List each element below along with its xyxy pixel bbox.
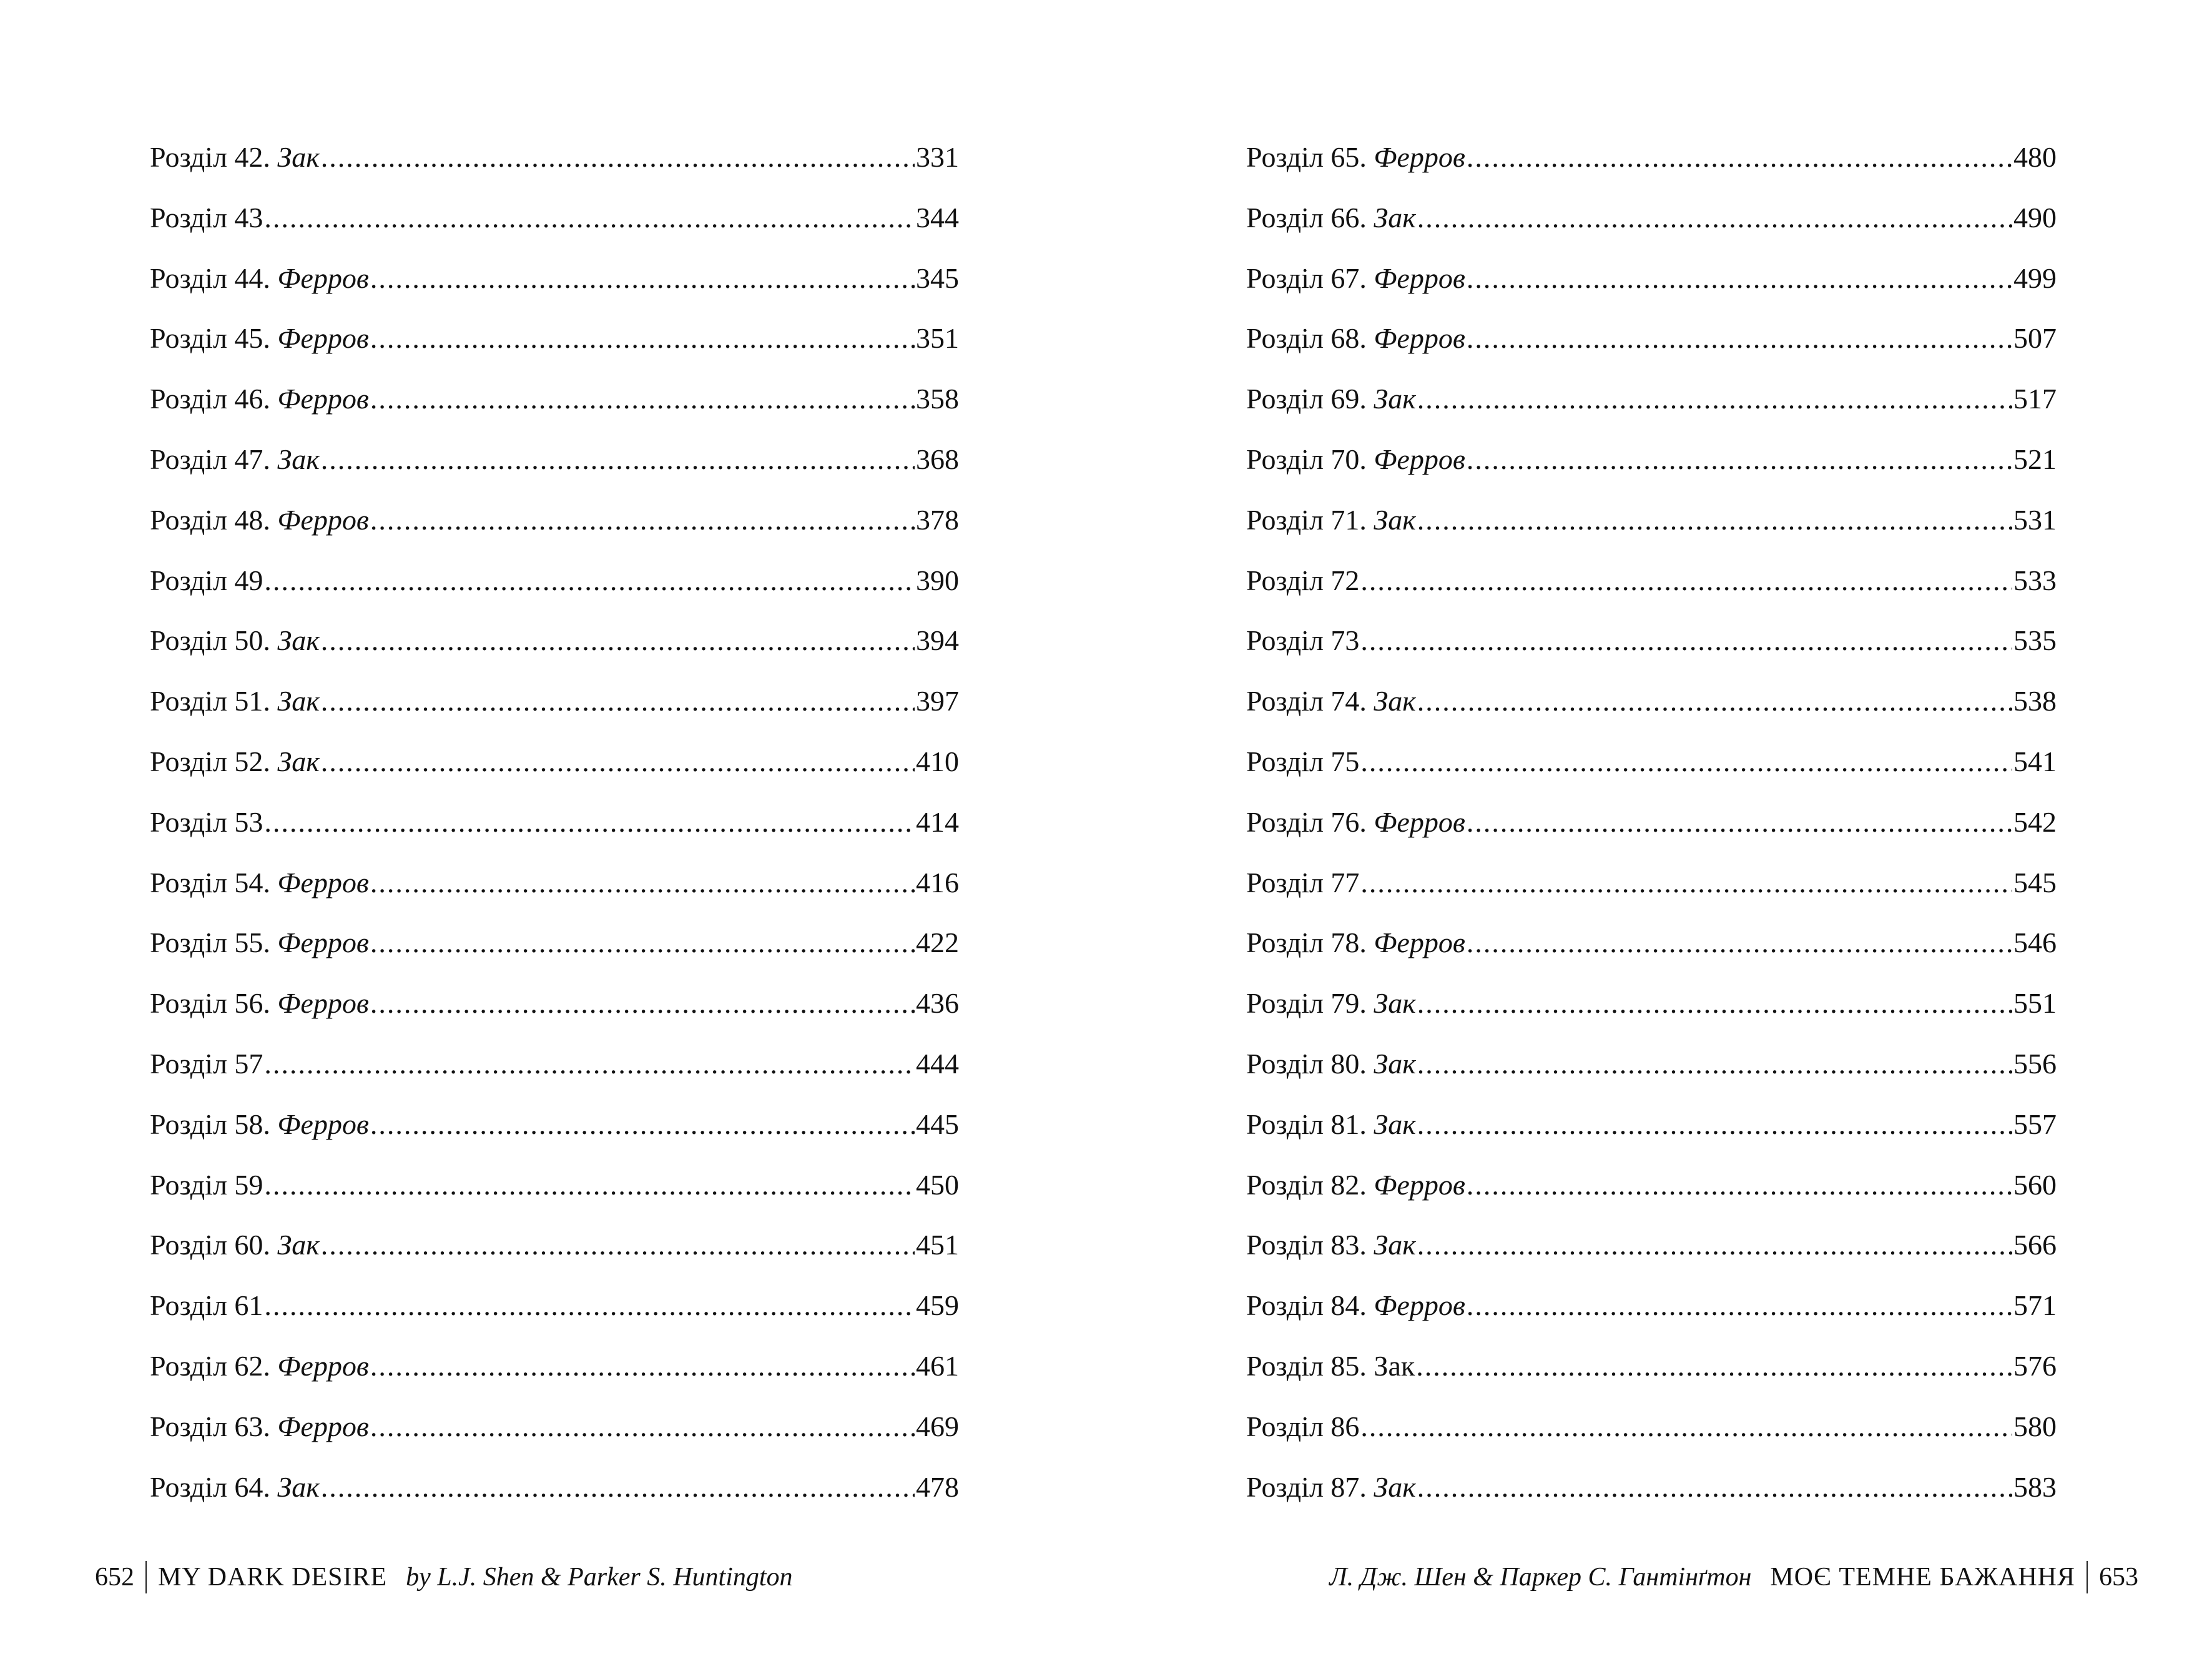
chapter-label [150, 1410, 369, 1443]
toc-entry[interactable] [1246, 926, 2057, 987]
dot-leader [1417, 1108, 2012, 1141]
chapter-number: Розділ 82. [1246, 1168, 1367, 1201]
dot-leader [1360, 866, 2012, 899]
chapter-label [150, 322, 369, 355]
toc-entry[interactable] [1246, 443, 2057, 503]
toc-entry[interactable] [150, 866, 959, 927]
page-reference: 414 [916, 805, 959, 838]
page-reference: 397 [916, 685, 959, 717]
dot-leader [370, 1349, 915, 1382]
dot-leader [1417, 1228, 2012, 1261]
dot-leader [1417, 201, 2012, 234]
chapter-number: Розділ 46. [150, 383, 270, 415]
book-title: MY DARK DESIRE [158, 1563, 388, 1592]
chapter-label [150, 624, 320, 657]
toc-entry[interactable] [150, 382, 959, 443]
chapter-label [150, 805, 263, 839]
chapter-number: Розділ 71. [1246, 503, 1367, 536]
chapter-narrator: Ферров [1374, 805, 1465, 838]
chapter-label [1246, 1108, 1416, 1141]
chapter-number: Розділ 49 [150, 564, 263, 596]
chapter-label [1246, 201, 1416, 234]
page-reference: 556 [2013, 1047, 2057, 1080]
page-reference: 566 [2013, 1229, 2057, 1261]
dot-leader [1467, 443, 2012, 476]
chapter-number: Розділ 51. [150, 685, 270, 717]
chapter-narrator: Зак [277, 745, 320, 777]
toc-entry[interactable] [150, 987, 959, 1047]
chapter-label [150, 1470, 320, 1504]
toc-entry[interactable] [150, 1228, 959, 1289]
page-reference: 459 [916, 1289, 959, 1322]
chapter-label [1246, 140, 1465, 174]
toc-entry[interactable] [1246, 140, 2057, 201]
chapter-number: Розділ 80. [1246, 1047, 1367, 1080]
chapter-label [1246, 684, 1416, 717]
page-reference: 583 [2013, 1470, 2057, 1503]
toc-entry[interactable] [150, 443, 959, 503]
chapter-narrator: Зак [1374, 1470, 1416, 1503]
chapter-narrator: Ферров [277, 1349, 369, 1382]
dot-leader [264, 805, 915, 839]
chapter-number: Розділ 75 [1246, 745, 1360, 777]
chapter-number: Розділ 63. [150, 1410, 270, 1442]
chapter-label [150, 1349, 369, 1382]
book-title: МОЄ ТЕМНЕ БАЖАННЯ [1770, 1563, 2075, 1592]
page-number: 653 [2099, 1563, 2138, 1592]
toc-entry[interactable] [150, 745, 959, 805]
dot-leader [370, 987, 915, 1020]
chapter-label [150, 987, 369, 1020]
dot-leader [1417, 503, 2012, 536]
chapter-label [1246, 382, 1416, 415]
chapter-number: Розділ 66. [1246, 201, 1367, 234]
dot-leader [1467, 1168, 2012, 1201]
page-reference: 545 [2013, 866, 2057, 898]
dot-leader [1360, 745, 2012, 778]
page-reference: 422 [916, 927, 959, 959]
chapter-label [1246, 1349, 1415, 1382]
chapter-narrator: Ферров [277, 866, 369, 898]
chapter-label [150, 684, 320, 717]
page-reference: 571 [2013, 1289, 2057, 1322]
chapter-narrator: Зак [1374, 201, 1416, 234]
toc-entry[interactable] [1246, 1228, 2057, 1289]
chapter-label [1246, 987, 1416, 1020]
toc-entry[interactable] [1246, 1289, 2057, 1349]
chapter-narrator: Зак [1374, 1349, 1415, 1382]
chapter-label [150, 745, 320, 778]
toc-entry[interactable] [1246, 564, 2057, 624]
page-reference: 344 [916, 201, 959, 234]
toc-entry[interactable] [1246, 987, 2057, 1047]
chapter-number: Розділ 61 [150, 1289, 263, 1322]
page-reference: 521 [2013, 443, 2057, 475]
page-number: 652 [95, 1563, 134, 1592]
dot-leader [1417, 987, 2012, 1020]
chapter-number: Розділ 70. [1246, 443, 1367, 475]
toc-entry[interactable] [150, 322, 959, 382]
chapter-label [1246, 805, 1465, 839]
chapter-label [150, 382, 369, 415]
page-reference: 507 [2013, 322, 2057, 355]
page-reference: 416 [916, 866, 959, 898]
book-authors: by L.J. Shen & Parker S. Huntington [406, 1563, 793, 1592]
chapter-number: Розділ 84. [1246, 1289, 1367, 1322]
chapter-number: Розділ 56. [150, 987, 270, 1020]
page-reference: 542 [2013, 805, 2057, 838]
chapter-narrator: Ферров [277, 987, 369, 1020]
chapter-narrator: Ферров [1374, 141, 1465, 173]
dot-leader [370, 1108, 915, 1141]
chapter-number: Розділ 85. [1246, 1349, 1367, 1382]
dot-leader [321, 1470, 915, 1504]
toc-entry[interactable] [150, 262, 959, 322]
toc-left-column [150, 140, 959, 1530]
chapter-label [150, 1289, 263, 1322]
page-reference: 368 [916, 443, 959, 475]
toc-entry[interactable] [1246, 1470, 2057, 1531]
chapter-number: Розділ 48. [150, 503, 270, 536]
chapter-number: Розділ 44. [150, 262, 270, 294]
chapter-narrator: Зак [1374, 1229, 1416, 1261]
chapter-number: Розділ 62. [150, 1349, 270, 1382]
page-reference: 551 [2013, 987, 2057, 1020]
dot-leader [1360, 564, 2012, 597]
toc-entry[interactable] [1246, 866, 2057, 927]
chapter-number: Розділ 58. [150, 1108, 270, 1140]
chapter-number: Розділ 64. [150, 1470, 270, 1503]
chapter-narrator: Зак [277, 141, 320, 173]
chapter-narrator: Зак [277, 624, 320, 657]
dot-leader [1467, 926, 2012, 959]
dot-leader [264, 564, 915, 597]
chapter-narrator: Ферров [277, 383, 369, 415]
right-page-footer [1310, 1561, 2138, 1593]
toc-entry[interactable] [150, 140, 959, 201]
toc-right-column [1246, 140, 2057, 1530]
page-reference: 410 [916, 745, 959, 777]
chapter-number: Розділ 77 [1246, 866, 1360, 898]
chapter-number: Розділ 42. [150, 141, 270, 173]
chapter-number: Розділ 50. [150, 624, 270, 657]
chapter-label [1246, 866, 1359, 899]
chapter-number: Розділ 87. [1246, 1470, 1367, 1503]
chapter-number: Розділ 57 [150, 1047, 263, 1080]
page-reference: 478 [916, 1470, 959, 1503]
page-reference: 445 [916, 1108, 959, 1140]
chapter-narrator: Ферров [277, 503, 369, 536]
page-reference: 351 [916, 322, 959, 355]
chapter-label [1246, 1289, 1465, 1322]
toc-entry[interactable] [150, 624, 959, 684]
page-reference: 535 [2013, 624, 2057, 657]
chapter-number: Розділ 45. [150, 322, 270, 355]
toc-entry[interactable] [150, 1289, 959, 1349]
toc-entry[interactable] [150, 1349, 959, 1410]
chapter-label [1246, 1168, 1465, 1201]
dot-leader [1467, 1289, 2012, 1322]
chapter-narrator: Зак [1374, 1047, 1416, 1080]
chapter-number: Розділ 72 [1246, 564, 1360, 596]
page-reference: 394 [916, 624, 959, 657]
dot-leader [1360, 1410, 2012, 1443]
chapter-narrator: Зак [1374, 383, 1416, 415]
chapter-narrator: Зак [1374, 503, 1416, 536]
page-reference: 546 [2013, 927, 2057, 959]
divider [2087, 1561, 2088, 1593]
toc-entry[interactable] [1246, 1108, 2057, 1168]
chapter-narrator: Зак [1374, 1108, 1416, 1140]
chapter-narrator: Ферров [277, 262, 369, 294]
chapter-label [1246, 1047, 1416, 1080]
toc-entry[interactable] [1246, 684, 2057, 745]
chapter-number: Розділ 53 [150, 805, 263, 838]
dot-leader [1417, 382, 2012, 415]
toc-entry[interactable] [150, 805, 959, 866]
chapter-number: Розділ 86 [1246, 1410, 1360, 1442]
book-authors: Л. Дж. Шен & Паркер С. Гантінґтон [1329, 1563, 1752, 1592]
toc-entry[interactable] [1246, 262, 2057, 322]
chapter-number: Розділ 60. [150, 1229, 270, 1261]
toc-entry[interactable] [1246, 624, 2057, 684]
dot-leader [370, 866, 915, 899]
chapter-label [150, 443, 320, 476]
toc-entry[interactable] [150, 1108, 959, 1168]
dot-leader [1467, 140, 2012, 174]
chapter-label [1246, 262, 1465, 295]
dot-leader [1417, 1470, 2012, 1504]
dot-leader [321, 745, 915, 778]
page-reference: 541 [2013, 745, 2057, 777]
page-reference: 576 [2013, 1349, 2057, 1382]
chapter-number: Розділ 65. [1246, 141, 1367, 173]
chapter-number: Розділ 81. [1246, 1108, 1367, 1140]
dot-leader [1417, 1047, 2012, 1080]
toc-entry[interactable] [1246, 503, 2057, 564]
toc-entry[interactable] [150, 1470, 959, 1531]
chapter-number: Розділ 76. [1246, 805, 1367, 838]
chapter-number: Розділ 43 [150, 201, 263, 234]
chapter-narrator: Ферров [1374, 1289, 1465, 1322]
toc-entry[interactable] [150, 1047, 959, 1108]
chapter-number: Розділ 54. [150, 866, 270, 898]
chapter-label [150, 926, 369, 959]
page-reference: 490 [2013, 201, 2057, 234]
chapter-narrator: Ферров [1374, 322, 1465, 355]
dot-leader [264, 201, 915, 234]
chapter-number: Розділ 78. [1246, 927, 1367, 959]
page-reference: 436 [916, 987, 959, 1020]
divider [145, 1561, 147, 1593]
page-reference: 378 [916, 503, 959, 536]
page-reference: 390 [916, 564, 959, 596]
dot-leader [370, 262, 915, 295]
chapter-narrator: Ферров [277, 1108, 369, 1140]
page-reference: 580 [2013, 1410, 2057, 1442]
dot-leader [264, 1047, 915, 1080]
chapter-label [1246, 1410, 1359, 1443]
chapter-label [1246, 443, 1465, 476]
chapter-label [150, 1228, 320, 1261]
toc-entry[interactable] [1246, 201, 2057, 262]
page-reference: 345 [916, 262, 959, 294]
chapter-number: Розділ 47. [150, 443, 270, 475]
chapter-label [150, 140, 320, 174]
dot-leader [264, 1168, 915, 1201]
page-reference: 451 [916, 1229, 959, 1261]
chapter-label [150, 1108, 369, 1141]
dot-leader [370, 322, 915, 355]
chapter-number: Розділ 74. [1246, 685, 1367, 717]
toc-entry[interactable] [150, 926, 959, 987]
dot-leader [321, 140, 915, 174]
dot-leader [321, 1228, 915, 1261]
chapter-number: Розділ 79. [1246, 987, 1367, 1020]
dot-leader [321, 624, 915, 657]
chapter-number: Розділ 73 [1246, 624, 1360, 657]
page-reference: 517 [2013, 383, 2057, 415]
toc-entry[interactable] [1246, 1410, 2057, 1470]
page-reference: 538 [2013, 685, 2057, 717]
dot-leader [370, 1410, 915, 1443]
page-reference: 358 [916, 383, 959, 415]
chapter-narrator: Ферров [1374, 927, 1465, 959]
chapter-number: Розділ 83. [1246, 1229, 1367, 1261]
dot-leader [1467, 262, 2012, 295]
chapter-label [1246, 322, 1465, 355]
chapter-label [150, 866, 369, 899]
chapter-label [1246, 503, 1416, 536]
toc-entry[interactable] [150, 1410, 959, 1470]
page-reference: 331 [916, 141, 959, 173]
chapter-label [1246, 926, 1465, 959]
page-reference: 531 [2013, 503, 2057, 536]
chapter-number: Розділ 69. [1246, 383, 1367, 415]
toc-entry[interactable] [150, 564, 959, 624]
chapter-narrator: Зак [277, 1229, 320, 1261]
chapter-label [1246, 745, 1359, 778]
chapter-label [150, 503, 369, 536]
toc-entry[interactable] [150, 503, 959, 564]
chapter-label [150, 201, 263, 234]
toc-entry[interactable] [1246, 1168, 2057, 1229]
toc-entry[interactable] [1246, 1047, 2057, 1108]
page-reference: 461 [916, 1349, 959, 1382]
chapter-narrator: Зак [277, 443, 320, 475]
dot-leader [264, 1289, 915, 1322]
dot-leader [321, 443, 915, 476]
chapter-narrator: Зак [277, 685, 320, 717]
toc-entry[interactable] [150, 1168, 959, 1229]
chapter-label [150, 564, 263, 597]
chapter-label [1246, 1228, 1416, 1261]
toc-entry[interactable] [1246, 805, 2057, 866]
chapter-number: Розділ 68. [1246, 322, 1367, 355]
page-reference: 557 [2013, 1108, 2057, 1140]
left-page-footer [95, 1561, 812, 1593]
chapter-number: Розділ 52. [150, 745, 270, 777]
toc-entry[interactable] [1246, 382, 2057, 443]
toc-entry[interactable] [1246, 322, 2057, 382]
dot-leader [1416, 1349, 2012, 1382]
dot-leader [1417, 684, 2012, 717]
toc-entry[interactable] [150, 201, 959, 262]
dot-leader [321, 684, 915, 717]
chapter-number: Розділ 59 [150, 1168, 263, 1201]
chapter-narrator: Ферров [1374, 262, 1465, 294]
chapter-label [1246, 564, 1359, 597]
chapter-label [150, 1047, 263, 1080]
chapter-number: Розділ 67. [1246, 262, 1367, 294]
page-reference: 499 [2013, 262, 2057, 294]
chapter-label [1246, 624, 1359, 657]
chapter-narrator: Зак [277, 1470, 320, 1503]
toc-entry[interactable] [150, 684, 959, 745]
chapter-narrator: Ферров [1374, 443, 1465, 475]
chapter-narrator: Ферров [1374, 1168, 1465, 1201]
chapter-label [150, 1168, 263, 1201]
chapter-narrator: Зак [1374, 987, 1416, 1020]
toc-entry[interactable] [1246, 1349, 2057, 1410]
chapter-label [1246, 1470, 1416, 1504]
chapter-narrator: Ферров [277, 927, 369, 959]
toc-entry[interactable] [1246, 745, 2057, 805]
page-reference: 450 [916, 1168, 959, 1201]
dot-leader [1467, 805, 2012, 839]
dot-leader [370, 926, 915, 959]
page-reference: 560 [2013, 1168, 2057, 1201]
dot-leader [1360, 624, 2012, 657]
chapter-narrator: Ферров [277, 1410, 369, 1442]
dot-leader [370, 382, 915, 415]
dot-leader [1467, 322, 2012, 355]
page-reference: 444 [916, 1047, 959, 1080]
chapter-label [150, 262, 369, 295]
chapter-narrator: Ферров [277, 322, 369, 355]
page-reference: 480 [2013, 141, 2057, 173]
chapter-narrator: Зак [1374, 685, 1416, 717]
page-reference: 469 [916, 1410, 959, 1442]
chapter-number: Розділ 55. [150, 927, 270, 959]
page-reference: 533 [2013, 564, 2057, 596]
dot-leader [370, 503, 915, 536]
